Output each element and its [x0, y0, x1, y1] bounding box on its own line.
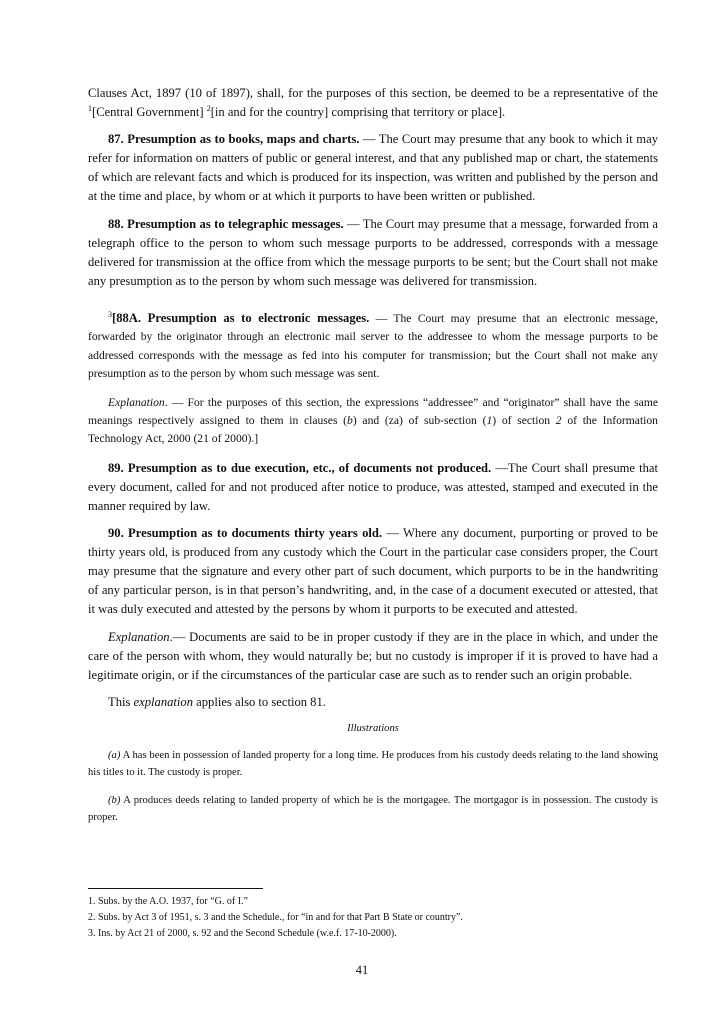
- section-87: [88, 130, 658, 206]
- section-89-heading: 89. Presumption as to due execution, etc., of documents not produced.: [108, 460, 492, 475]
- illustration-b: (b) A produces deeds relating to landed property of which he is the mortgagee. The mortgagor is in possession. The custody is proper.: [88, 794, 658, 823]
- footnote-2: 2. Subs. by Act 3 of 1951, s. 3 and the Schedule., for “in and for that Part B State or country”.: [88, 912, 463, 923]
- section-90: [88, 524, 658, 619]
- section-87-heading: 87. Presumption as to books, maps and charts.: [108, 132, 360, 147]
- section-89: [88, 459, 658, 516]
- footnote-ref-1: 1: [88, 104, 92, 114]
- footnotes: [88, 894, 658, 942]
- footnote-ref-2: 2: [206, 104, 211, 114]
- section-88a-text: — The Court may presume that an electronic message, forwarded by the originator through an electronic mail server to the addressee to whom the message purports to be addressed corresponds with the message as fed into his computer for transmission; but the Court shall not make any presumption as to the person by whom such message was sent.: [88, 311, 658, 381]
- section-88-text: — The Court may presume that a message, forwarded from a telegraph office to the person to whom such message purports to be addressed, corresponds with a message delivered for transmission at the office from which the message purports to be sent; but the Court shall not make any presumption as to the person by whom such message was delivered for transmission.: [88, 216, 658, 288]
- section-90-heading: 90. Presumption as to documents thirty years old.: [108, 526, 383, 541]
- illustrations-heading: Illustrations: [347, 722, 399, 734]
- carryover-paragraph: Clauses Act, 1897 (10 of 1897), shall, for the purposes of this section, be deemed to be a representative of the $^1$[Central Government] $^2$[in and for the country] comprising that territory or place].: [88, 86, 658, 120]
- page-number: 41: [355, 963, 369, 977]
- section-88-heading: 88. Presumption as to telegraphic messages.: [108, 216, 344, 231]
- document-body: [88, 84, 658, 826]
- section-88a-explanation: Explanation. — For the purposes of this section, the expressions “addressee” and “originator” shall have the same meanings respectively assigned to them in clauses (b) and (za) of sub-section (1) of section 2 of the Information Technology Act, 2000 (21 of 2000).]: [88, 395, 658, 446]
- section-90-text: — Where any document, purporting or proved to be thirty years old, is produced from any custody which the Court in the particular case considers proper, the Court may presume that the signature and every other part of such document, which purports to be in the handwriting of any particular person, is in that person’s handwriting, and, in the case of a document executed or attested, that it was duly executed and attested by the persons by whom it purports to be executed and attested.: [88, 526, 658, 617]
- section-89-text: —The Court shall presume that every document, called for and not produced after notice to produce, was attested, stamped and executed in the manner required by law.: [88, 460, 659, 513]
- section-87-text: — The Court may presume that any book to which it may refer for information on matters of public or general interest, and that any published map or chart, the statements of which are relevant facts and which is produced for its inspection, was written and published by the person and at the time and place, by whom or at which it purports to have been written or published.: [88, 132, 658, 204]
- footnote-3: 3. Ins. by Act 21 of 2000, s. 92 and the Second Schedule (w.e.f. 17-10-2000).: [88, 928, 397, 939]
- footnote-divider: [88, 888, 263, 889]
- section-88: [88, 215, 658, 291]
- section-88a-heading: [88A. Presumption as to electronic messages.: [112, 310, 370, 325]
- footnote-1: 1. Subs. by the A.O. 1937, for “G. of I.”: [88, 896, 248, 907]
- section-88a: [88, 309, 658, 384]
- footnote-ref-3: 3: [108, 309, 112, 319]
- illustration-a: (a) A has been in possession of landed property for a long time. He produces from his custody deeds relating to the land showing his titles to it. The custody is proper.: [88, 750, 658, 779]
- section-90-explanation: Explanation.— Documents are said to be in proper custody if they are in the place in which, and under the care of the person with whom, they would naturally be; but no custody is improper if it is proved to have had a legitimate origin, or if the circumstances of the particular case are such as to render such an origin probable.: [88, 629, 658, 682]
- explanation-applies-note: This explanation applies also to section 81.: [108, 694, 326, 709]
- carryover-text: Clauses Act, 1897 (10 of 1897), shall, for the purposes of this section, be deemed to be a representative of: [88, 86, 639, 100]
